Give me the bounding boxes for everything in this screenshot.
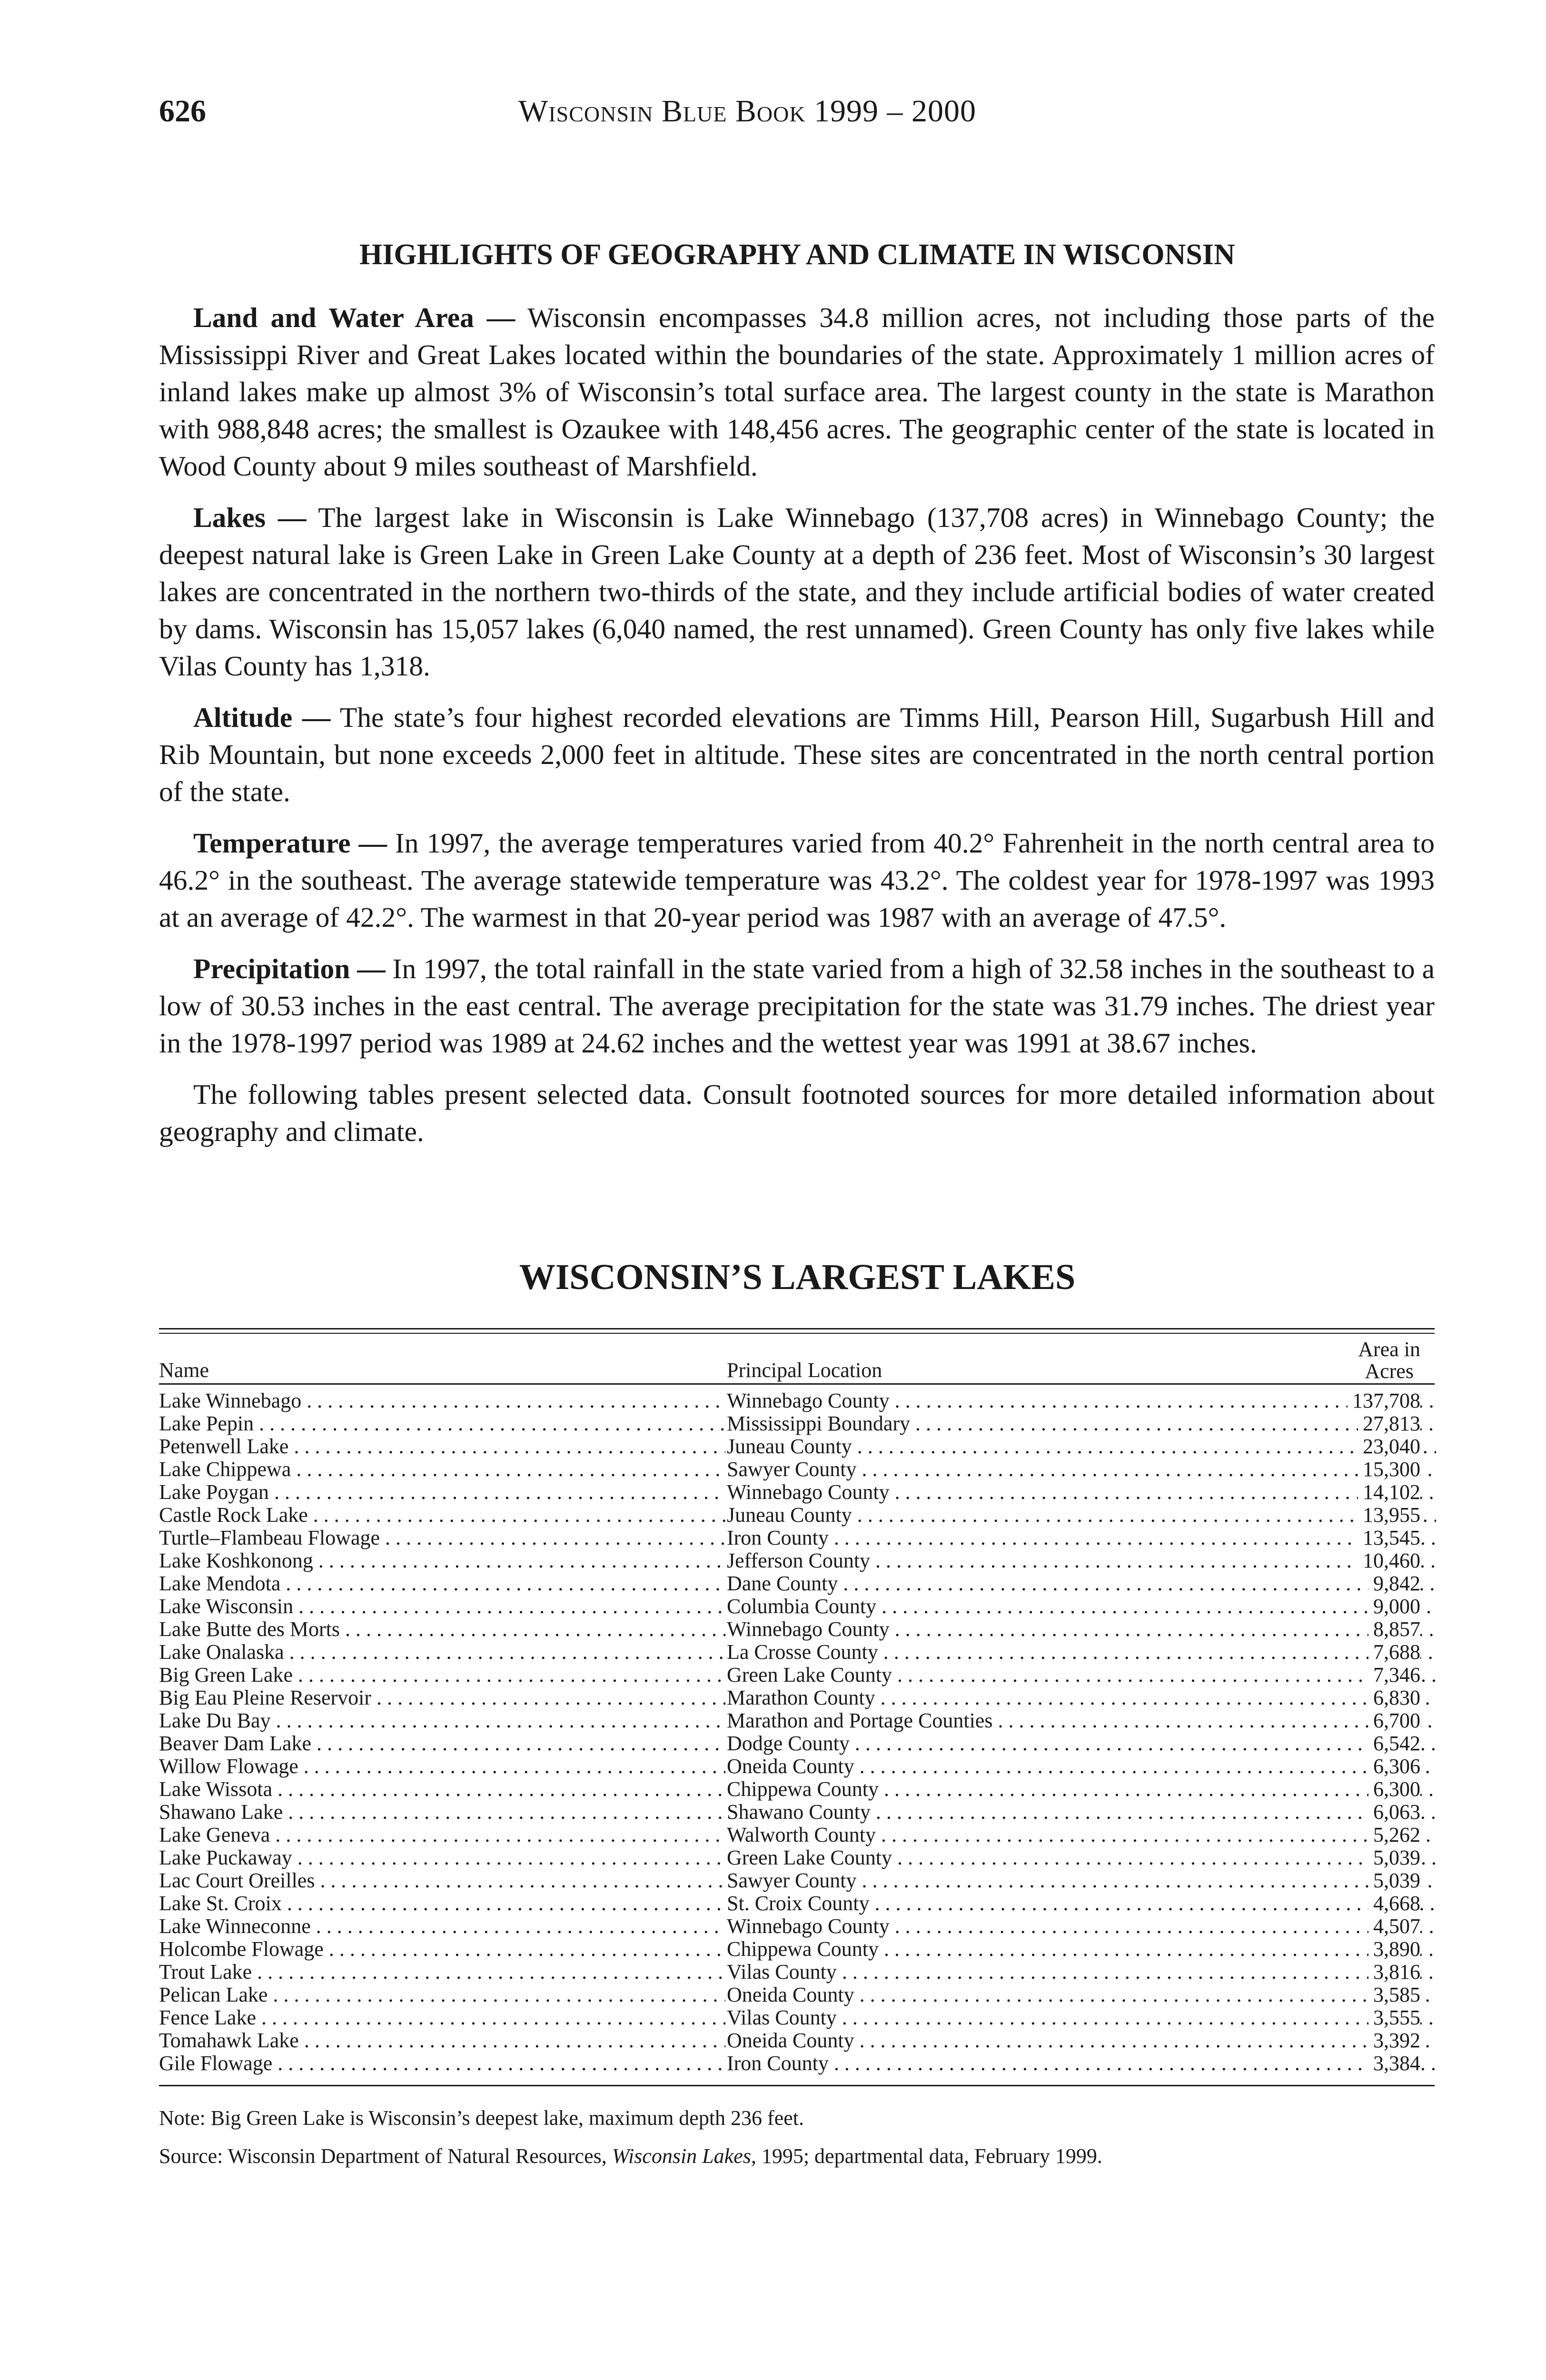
lake-name: Petenwell Lake . . . (159, 1435, 725, 1458)
lake-location: St. Croix County . . . (727, 1892, 1436, 1915)
lake-location: Chippewa County . . . (727, 1938, 1436, 1961)
table-row (159, 1801, 1435, 1824)
lake-name: Willow Flowage . . . (159, 1755, 725, 1778)
lake-name: Lake Koshkonong . . . (159, 1549, 725, 1572)
paragraph-lead: Precipitation — (193, 953, 386, 984)
paragraph-lead: Temperature — (193, 827, 387, 859)
column-header-area-line2: Acres (1365, 1359, 1414, 1383)
lake-location: Oneida County . . . (727, 1755, 1436, 1778)
lake-area: 15,300 (1358, 1458, 1420, 1481)
table-row (159, 1892, 1435, 1915)
table-row (159, 1755, 1435, 1778)
paragraph-text: The following tables present selected data. Consult footnoted sources for more detailed information about geography and climate. (159, 1079, 1435, 1147)
table-row (159, 1732, 1435, 1755)
page-header (159, 93, 1444, 141)
lake-area: 6,063 (1368, 1801, 1420, 1824)
table-row (159, 1504, 1435, 1527)
lake-area: 3,585 (1368, 1983, 1420, 2006)
table-row (159, 2052, 1435, 2075)
table-row (159, 1572, 1435, 1595)
lake-location: Oneida County . . . (727, 2029, 1436, 2052)
lake-area: 10,460 (1358, 1549, 1420, 1572)
lake-name: Lake Wisconsin . . . (159, 1595, 725, 1618)
table-row (159, 1458, 1435, 1481)
lake-location: Mississippi Boundary . . . (727, 1412, 1436, 1435)
paragraph-text: The largest lake in Wisconsin is Lake Winnebago (137,708 acres) in Winnebago County; the deepest natural lake is Green Lake in Green Lake County at a depth of 236 feet. Most of Wisconsin’s 30 largest lakes are concentrated in the northern two-thirds of the state, and they include artificial bodies of water created by dams. Wisconsin has 15,057 lakes (6,040 named, the rest unnamed). Green County has only five lakes while Vilas County has 1,318. (159, 502, 1435, 682)
table-row (159, 1869, 1435, 1892)
table-row (159, 1595, 1435, 1618)
body-text (159, 299, 1435, 1164)
lake-area: 6,542 (1368, 1732, 1420, 1755)
table-row (159, 1938, 1435, 1961)
paragraph-text: In 1997, the average temperatures varied from 40.2° Fahrenheit in the north central area to 46.2° in the southeast. The average statewide temperature was 43.2°. The coldest year for 1978-1997 was 1993 at an average of 42.2°. The warmest in that 20-year period was 1987 with an average of 47.5°. (159, 827, 1435, 933)
table-title: WISCONSIN’S LARGEST LAKES (519, 1257, 1076, 1297)
paragraph-altitude (159, 699, 1435, 810)
table-note: Note: Big Green Lake is Wisconsin’s deepest lake, maximum depth 236 feet. (159, 2106, 804, 2130)
paragraph-lead: Altitude — (193, 702, 331, 733)
paragraph-temperature (159, 824, 1435, 936)
lake-location: Winnebago County . . . (727, 1389, 1436, 1412)
lake-area: 27,813 (1358, 1412, 1420, 1435)
lake-name: Beaver Dam Lake . . . (159, 1732, 725, 1755)
lake-location: Juneau County . . . (727, 1435, 1436, 1458)
lake-name: Castle Rock Lake . . . (159, 1504, 725, 1527)
lake-name: Lake Onalaska . . . (159, 1641, 725, 1664)
lake-area: 9,842 (1368, 1572, 1420, 1595)
table-row (159, 1824, 1435, 1846)
lake-name: Big Eau Pleine Reservoir . . . (159, 1686, 725, 1709)
paragraph-text: Wisconsin encompasses 34.8 million acres, not including those parts of the Mississippi River and Great Lakes located within the boundaries of the state. Approximately 1 million acres of inland lakes make up almost 3% of Wisconsin’s total surface area. The largest county in the state is Marathon with 988,848 acres; the smallest is Ozaukee with 148,456 acres. The geographic center of the state is located in Wood County about 9 miles southeast of Marshfield. (159, 302, 1435, 482)
lake-name: Lake Pepin . . . (159, 1412, 725, 1435)
lake-location: Marathon and Portage Counties . . . (727, 1709, 1436, 1732)
running-title: Wisconsin Blue Book 1999 – 2000 (518, 94, 977, 129)
lake-area: 6,306 (1368, 1755, 1420, 1778)
lake-name: Shawano Lake . . . (159, 1801, 725, 1824)
table-row (159, 1846, 1435, 1869)
table-top-rule (159, 1328, 1435, 1329)
lake-location: Winnebago County . . . (727, 1481, 1436, 1504)
lake-area: 5,039 (1368, 1869, 1420, 1892)
table-row (159, 1435, 1435, 1458)
source-suffix: 1995; departmental data, February 1999. (756, 2144, 1102, 2168)
lake-location: Green Lake County . . . (727, 1846, 1436, 1869)
lake-location: Winnebago County . . . (727, 1618, 1436, 1641)
lake-name: Lake Chippewa . . . (159, 1458, 725, 1481)
table-header (159, 1338, 1435, 1383)
table-row (159, 1983, 1435, 2006)
lake-name: Lac Court Oreilles . . . (159, 1869, 725, 1892)
lake-area: 4,668 (1368, 1892, 1420, 1915)
paragraph-land-water (159, 299, 1435, 485)
column-header-name: Name (159, 1359, 209, 1382)
lake-location: Dodge County . . . (727, 1732, 1436, 1755)
table-row (159, 1618, 1435, 1641)
lake-area: 3,384 (1368, 2052, 1420, 2075)
lake-name: Lake Poygan . . . (159, 1481, 725, 1504)
lake-location: Jefferson County . . . (727, 1549, 1436, 1572)
table-row (159, 1641, 1435, 1664)
table-row (159, 1915, 1435, 1938)
lake-location: Chippewa County . . . (727, 1778, 1436, 1801)
lake-location: La Crosse County . . . (727, 1641, 1436, 1664)
lake-area: 6,830 (1368, 1686, 1420, 1709)
lake-area: 3,816 (1368, 1961, 1420, 1983)
table-top-rule-secondary (159, 1333, 1435, 1334)
page-number: 626 (159, 94, 206, 129)
lake-area: 3,392 (1368, 2029, 1420, 2052)
lake-location: Iron County . . . (727, 1527, 1436, 1549)
source-title: Wisconsin Lakes, (612, 2144, 756, 2168)
paragraph-text: The state’s four highest recorded elevations are Timms Hill, Pearson Hill, Sugarbush Hill and Rib Mountain, but none exceeds 2,000 feet in altitude. These sites are concentrated in the north central portion of the state. (159, 702, 1435, 807)
table-row (159, 1664, 1435, 1686)
lake-name: Lake Mendota . . . (159, 1572, 725, 1595)
table-row (159, 1527, 1435, 1549)
table-row (159, 1549, 1435, 1572)
lake-name: Holcombe Flowage . . . (159, 1938, 725, 1961)
lake-area: 3,555 (1368, 2006, 1420, 2029)
lake-name: Trout Lake . . . (159, 1961, 725, 1983)
lake-name: Turtle–Flambeau Flowage . . . (159, 1527, 725, 1549)
table-source (159, 2142, 1435, 2171)
lake-location: Green Lake County . . . (727, 1664, 1436, 1686)
lake-area: 3,890 (1368, 1938, 1420, 1961)
lake-area: 7,346 (1368, 1664, 1420, 1686)
lake-location: Vilas County . . . (727, 2006, 1436, 2029)
lake-location: Walworth County . . . (727, 1824, 1436, 1846)
lake-location: Iron County . . . (727, 2052, 1436, 2075)
lake-area: 13,545 (1358, 1527, 1420, 1549)
column-header-location: Principal Location (727, 1359, 882, 1382)
lake-location: Juneau County . . . (727, 1504, 1436, 1527)
lake-location: Oneida County . . . (727, 1983, 1436, 2006)
lake-name: Big Green Lake . . . (159, 1664, 725, 1686)
lake-area: 23,040 (1358, 1435, 1420, 1458)
lake-name: Lake Du Bay . . . (159, 1709, 725, 1732)
lake-area: 4,507 (1368, 1915, 1420, 1938)
lake-location: Sawyer County . . . (727, 1869, 1436, 1892)
lake-name: Tomahawk Lake . . . (159, 2029, 725, 2052)
table-body (159, 1389, 1435, 2075)
lake-area: 14,102 (1358, 1481, 1420, 1504)
table-row (159, 1961, 1435, 1983)
lake-name: Lake Butte des Morts . . . (159, 1618, 725, 1641)
source-prefix: Source: Wisconsin Department of Natural Resources, (159, 2144, 612, 2168)
paragraph-lakes (159, 499, 1435, 684)
lake-location: Marathon County . . . (727, 1686, 1436, 1709)
lake-location: Shawano County . . . (727, 1801, 1436, 1824)
table-row (159, 1481, 1435, 1504)
paragraph-lead: Lakes — (193, 502, 307, 533)
lake-area: 137,708 (1348, 1389, 1420, 1412)
lake-location: Winnebago County . . . (727, 1915, 1436, 1938)
table-row (159, 2006, 1435, 2029)
lake-area: 8,857 (1368, 1618, 1420, 1641)
paragraph-precipitation (159, 950, 1435, 1061)
table-notes (159, 2104, 1435, 2180)
table-row (159, 1686, 1435, 1709)
lake-area: 9,000 (1368, 1595, 1420, 1618)
column-header-area (1358, 1339, 1420, 1382)
lake-location: Vilas County . . . (727, 1961, 1436, 1983)
lake-name: Lake Geneva . . . (159, 1824, 725, 1846)
table-row (159, 1709, 1435, 1732)
lake-name: Lake Wissota . . . (159, 1778, 725, 1801)
lake-name: Gile Flowage . . . (159, 2052, 725, 2075)
table-header-rule (159, 1383, 1435, 1385)
table-row (159, 1412, 1435, 1435)
lake-name: Lake Puckaway . . . (159, 1846, 725, 1869)
paragraph-text: In 1997, the total rainfall in the state varied from a high of 32.58 inches in the southeast to a low of 30.53 inches in the east central. The average precipitation for the state was 31.79 inches. The driest year in the 1978-1997 period was 1989 at 24.62 inches and the wettest year was 1991 at 38.67 inches. (159, 953, 1435, 1059)
lake-area: 5,039 (1368, 1846, 1420, 1869)
lake-location: Columbia County . . . (727, 1595, 1436, 1618)
section-heading: HIGHLIGHTS OF GEOGRAPHY AND CLIMATE IN WISCONSIN (359, 238, 1235, 271)
table-row (159, 1389, 1435, 1412)
table-row (159, 1778, 1435, 1801)
lake-area: 6,700 (1368, 1709, 1420, 1732)
table-bottom-rule (159, 2085, 1435, 2086)
paragraph-lead: Land and Water Area — (193, 302, 515, 333)
lake-location: Dane County . . . (727, 1572, 1436, 1595)
lake-name: Fence Lake . . . (159, 2006, 725, 2029)
column-header-area-line1: Area in (1358, 1338, 1420, 1361)
lake-area: 13,955 (1358, 1504, 1420, 1527)
lake-name: Pelican Lake . . . (159, 1983, 725, 2006)
lake-area: 5,262 (1368, 1824, 1420, 1846)
table-row (159, 2029, 1435, 2052)
lake-location: Sawyer County . . . (727, 1458, 1436, 1481)
lake-name: Lake St. Croix . . . (159, 1892, 725, 1915)
lake-area: 7,688 (1368, 1641, 1420, 1664)
lake-name: Lake Winneconne . . . (159, 1915, 725, 1938)
lake-name: Lake Winnebago . . . (159, 1389, 725, 1412)
lakes-table (159, 1338, 1435, 2075)
paragraph-tables-intro (159, 1076, 1435, 1150)
lake-area: 6,300 (1368, 1778, 1420, 1801)
